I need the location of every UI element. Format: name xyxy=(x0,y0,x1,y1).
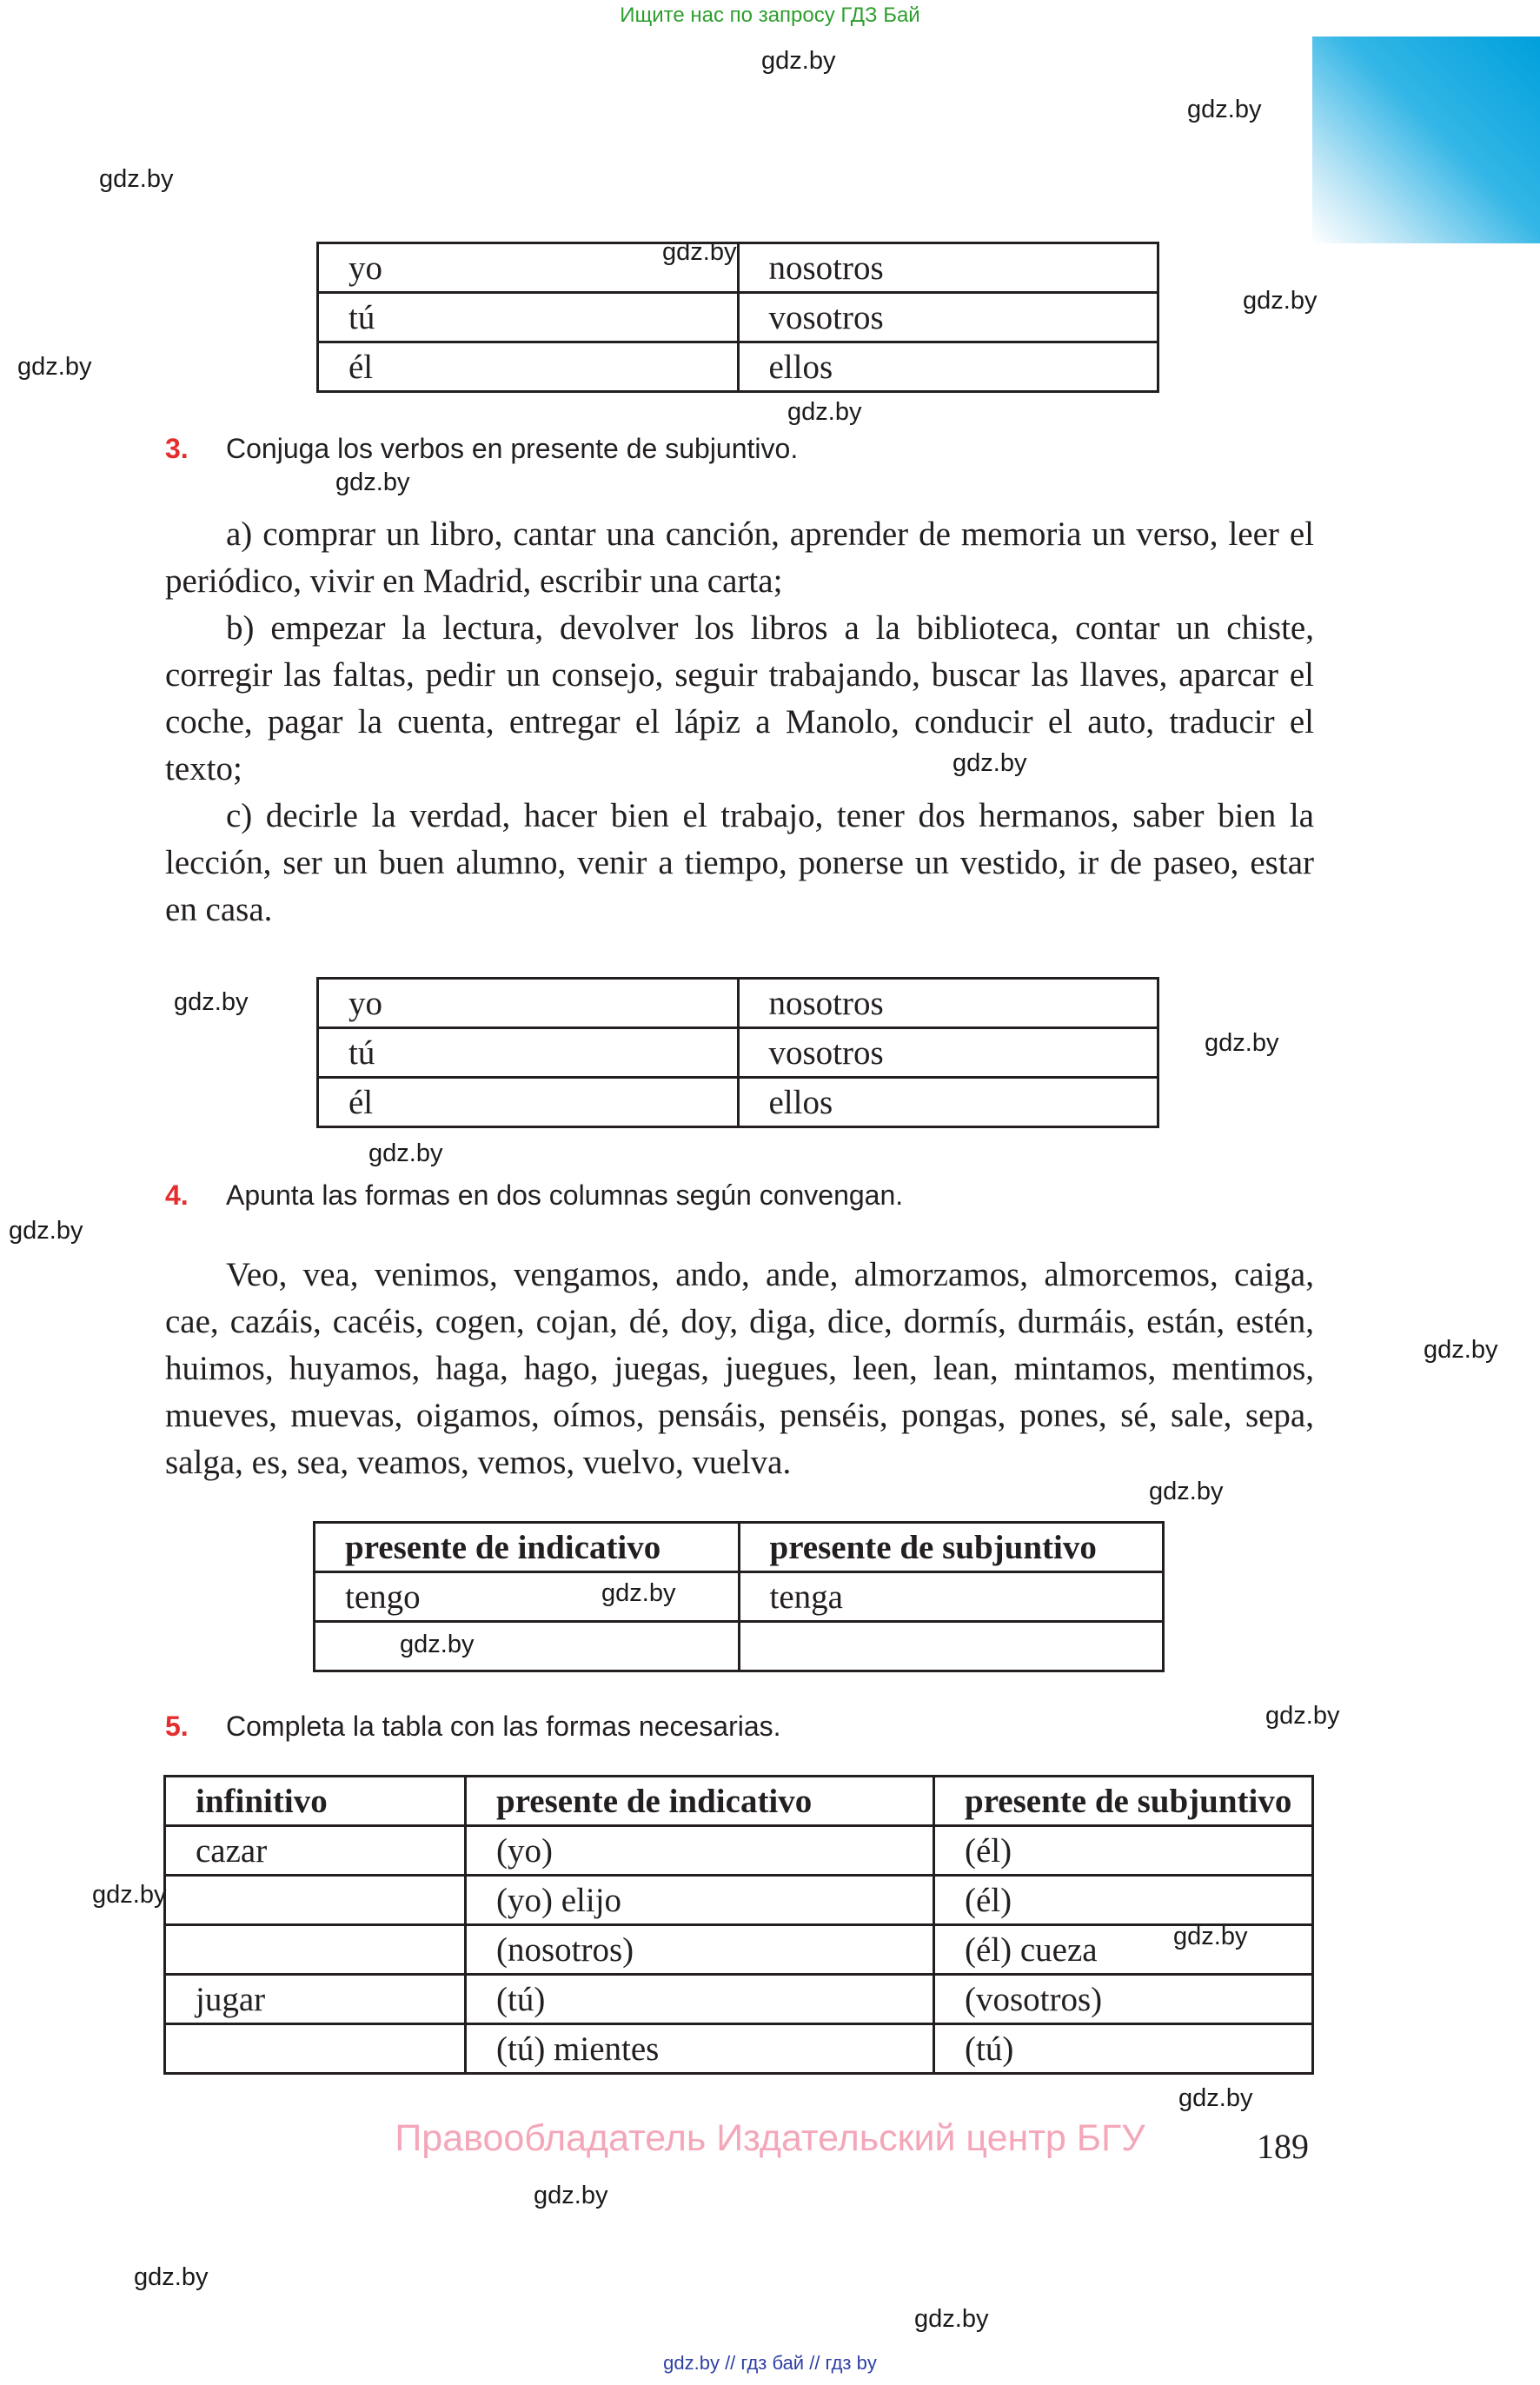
column-header: infinitivo xyxy=(165,1777,466,1826)
task-number: 3. xyxy=(165,433,189,464)
top-banner[interactable]: Ищите нас по запросу ГДЗ Бай xyxy=(620,3,920,27)
table-cell: (tú) mientes xyxy=(466,2024,934,2074)
table-cell xyxy=(165,1876,466,1925)
table-cell: ellos xyxy=(738,342,1158,392)
watermark: gdz.by xyxy=(1173,1923,1248,1950)
table-row xyxy=(318,342,1158,392)
watermark: gdz.by xyxy=(1149,1478,1224,1505)
table-cell: jugar xyxy=(165,1975,466,2024)
table-row xyxy=(165,1826,1313,1876)
watermark: gdz.by xyxy=(601,1579,676,1607)
watermark: gdz.by xyxy=(1424,1336,1498,1364)
watermark: gdz.by xyxy=(914,2305,989,2333)
paragraph: a) comprar un libro, cantar una canción, aprender de memoria un verso, leer el periódico, vivir en Madrid, escribir una carta; xyxy=(165,515,1314,600)
table-cell: (tú) xyxy=(934,2024,1313,2074)
table-cell: cazar xyxy=(165,1826,466,1876)
watermark: gdz.by xyxy=(662,238,737,266)
copyright-notice: Правообладатель Издательский центр БГУ xyxy=(395,2117,1145,2159)
watermark: gdz.by xyxy=(1187,96,1262,123)
table-row xyxy=(318,1028,1158,1078)
table-cell: (vosotros) xyxy=(934,1975,1313,2024)
bottom-banner[interactable]: gdz.by // гдз бай // гдз by xyxy=(663,2352,877,2374)
table-cell: tú xyxy=(318,1028,739,1078)
table-header-row xyxy=(315,1523,1164,1572)
task-number: 4. xyxy=(165,1179,189,1211)
watermark: gdz.by xyxy=(368,1139,443,1167)
watermark: gdz.by xyxy=(953,749,1027,777)
watermark: gdz.by xyxy=(400,1631,475,1658)
watermark: gdz.by xyxy=(1178,2084,1253,2112)
table-row xyxy=(318,243,1158,293)
watermark: gdz.by xyxy=(761,47,836,75)
table-cell: yo xyxy=(318,979,739,1028)
table-cell: (él) xyxy=(934,1876,1313,1925)
table-cell xyxy=(315,1622,740,1671)
watermark: gdz.by xyxy=(134,2263,209,2291)
table-cell: tú xyxy=(318,293,739,342)
table-row xyxy=(318,979,1158,1028)
task-instruction: Conjuga los verbos en presente de subjuntivo. xyxy=(226,433,799,464)
paragraph: b) empezar la lectura, devolver los libros a la biblioteca, contar un chiste, corregir las faltas, pedir un consejo, seguir trabajando, buscar las llaves, aparcar el coche, pagar la cuenta, entregar el lápiz a Manolo, conducir el auto, traducir el texto; xyxy=(165,609,1314,787)
table-cell: (nosotros) xyxy=(466,1925,934,1975)
column-header: presente de indicativo xyxy=(315,1523,740,1572)
table-cell: tenga xyxy=(739,1572,1164,1622)
corner-decoration xyxy=(1312,37,1540,243)
column-header: presente de subjuntivo xyxy=(934,1777,1313,1826)
table-cell: nosotros xyxy=(738,243,1158,293)
table-cell: (yo) elijo xyxy=(466,1876,934,1925)
watermark: gdz.by xyxy=(92,1881,167,1909)
table-cell xyxy=(739,1622,1164,1671)
column-header: presente de subjuntivo xyxy=(739,1523,1164,1572)
task-number: 5. xyxy=(165,1711,189,1742)
task-4-table xyxy=(313,1521,1165,1672)
table-cell: nosotros xyxy=(738,979,1158,1028)
column-header: presente de indicativo xyxy=(466,1777,934,1826)
table-row xyxy=(315,1622,1164,1671)
table-cell: vosotros xyxy=(738,1028,1158,1078)
table-cell: vosotros xyxy=(738,293,1158,342)
watermark: gdz.by xyxy=(335,468,410,496)
watermark: gdz.by xyxy=(534,2182,608,2209)
task-instruction: Apunta las formas en dos columnas según convengan. xyxy=(226,1179,904,1211)
task-4-heading xyxy=(165,1179,903,1212)
task-3-heading xyxy=(165,433,798,465)
table-cell: él xyxy=(318,1078,739,1127)
watermark: gdz.by xyxy=(17,353,92,381)
table-cell: él xyxy=(318,342,739,392)
table-cell: (él) xyxy=(934,1826,1313,1876)
table-cell xyxy=(165,1925,466,1975)
watermark: gdz.by xyxy=(9,1217,83,1245)
table-row xyxy=(165,2024,1313,2074)
table-cell: tengo xyxy=(315,1572,740,1622)
watermark: gdz.by xyxy=(1243,287,1318,315)
table-row xyxy=(165,1876,1313,1925)
page-number: 189 xyxy=(1257,2127,1309,2166)
watermark: gdz.by xyxy=(99,165,174,193)
watermark: gdz.by xyxy=(787,398,862,426)
task-5-heading xyxy=(165,1711,781,1743)
table-row xyxy=(318,293,1158,342)
pronoun-table-2 xyxy=(316,977,1159,1128)
table-cell: (tú) xyxy=(466,1975,934,2024)
task-3-text xyxy=(165,511,1314,933)
task-5-table xyxy=(163,1775,1314,2075)
table-header-row xyxy=(165,1777,1313,1826)
watermark: gdz.by xyxy=(1205,1029,1279,1057)
paragraph: c) decirle la verdad, hacer bien el trabajo, tener dos hermanos, saber bien la lección, ser un buen alumno, venir a tiempo, ponerse un vestido, ir de paseo, estar en casa. xyxy=(165,797,1314,928)
pronoun-table-1 xyxy=(316,242,1159,393)
task-4-text xyxy=(165,1252,1314,1486)
table-row xyxy=(165,1975,1313,2024)
table-row xyxy=(315,1572,1164,1622)
task-instruction: Completa la tabla con las formas necesarias. xyxy=(226,1711,781,1742)
table-cell: ellos xyxy=(738,1078,1158,1127)
table-cell xyxy=(165,2024,466,2074)
watermark: gdz.by xyxy=(174,988,249,1016)
table-cell: yo xyxy=(318,243,739,293)
table-cell: (él) cueza xyxy=(934,1925,1313,1975)
table-row xyxy=(165,1925,1313,1975)
table-row xyxy=(318,1078,1158,1127)
watermark: gdz.by xyxy=(1265,1702,1340,1730)
table-cell: (yo) xyxy=(466,1826,934,1876)
paragraph: Veo, vea, venimos, vengamos, ando, ande, almorzamos, almorcemos, caiga, cae, cazáis, cacéis, cogen, cojan, dé, doy, diga, dice, dormís, durmáis, están, estén, huimos, huyamos, haga, hago, juegas, juegues, leen, lean, mintamos, mentimos, mueves, muevas, oigamos, oímos, pensáis, penséis, pongas, pones, sé, sale, sepa, salga, es, sea, veamos, vemos, vuelvo, vuelva. xyxy=(165,1256,1314,1481)
